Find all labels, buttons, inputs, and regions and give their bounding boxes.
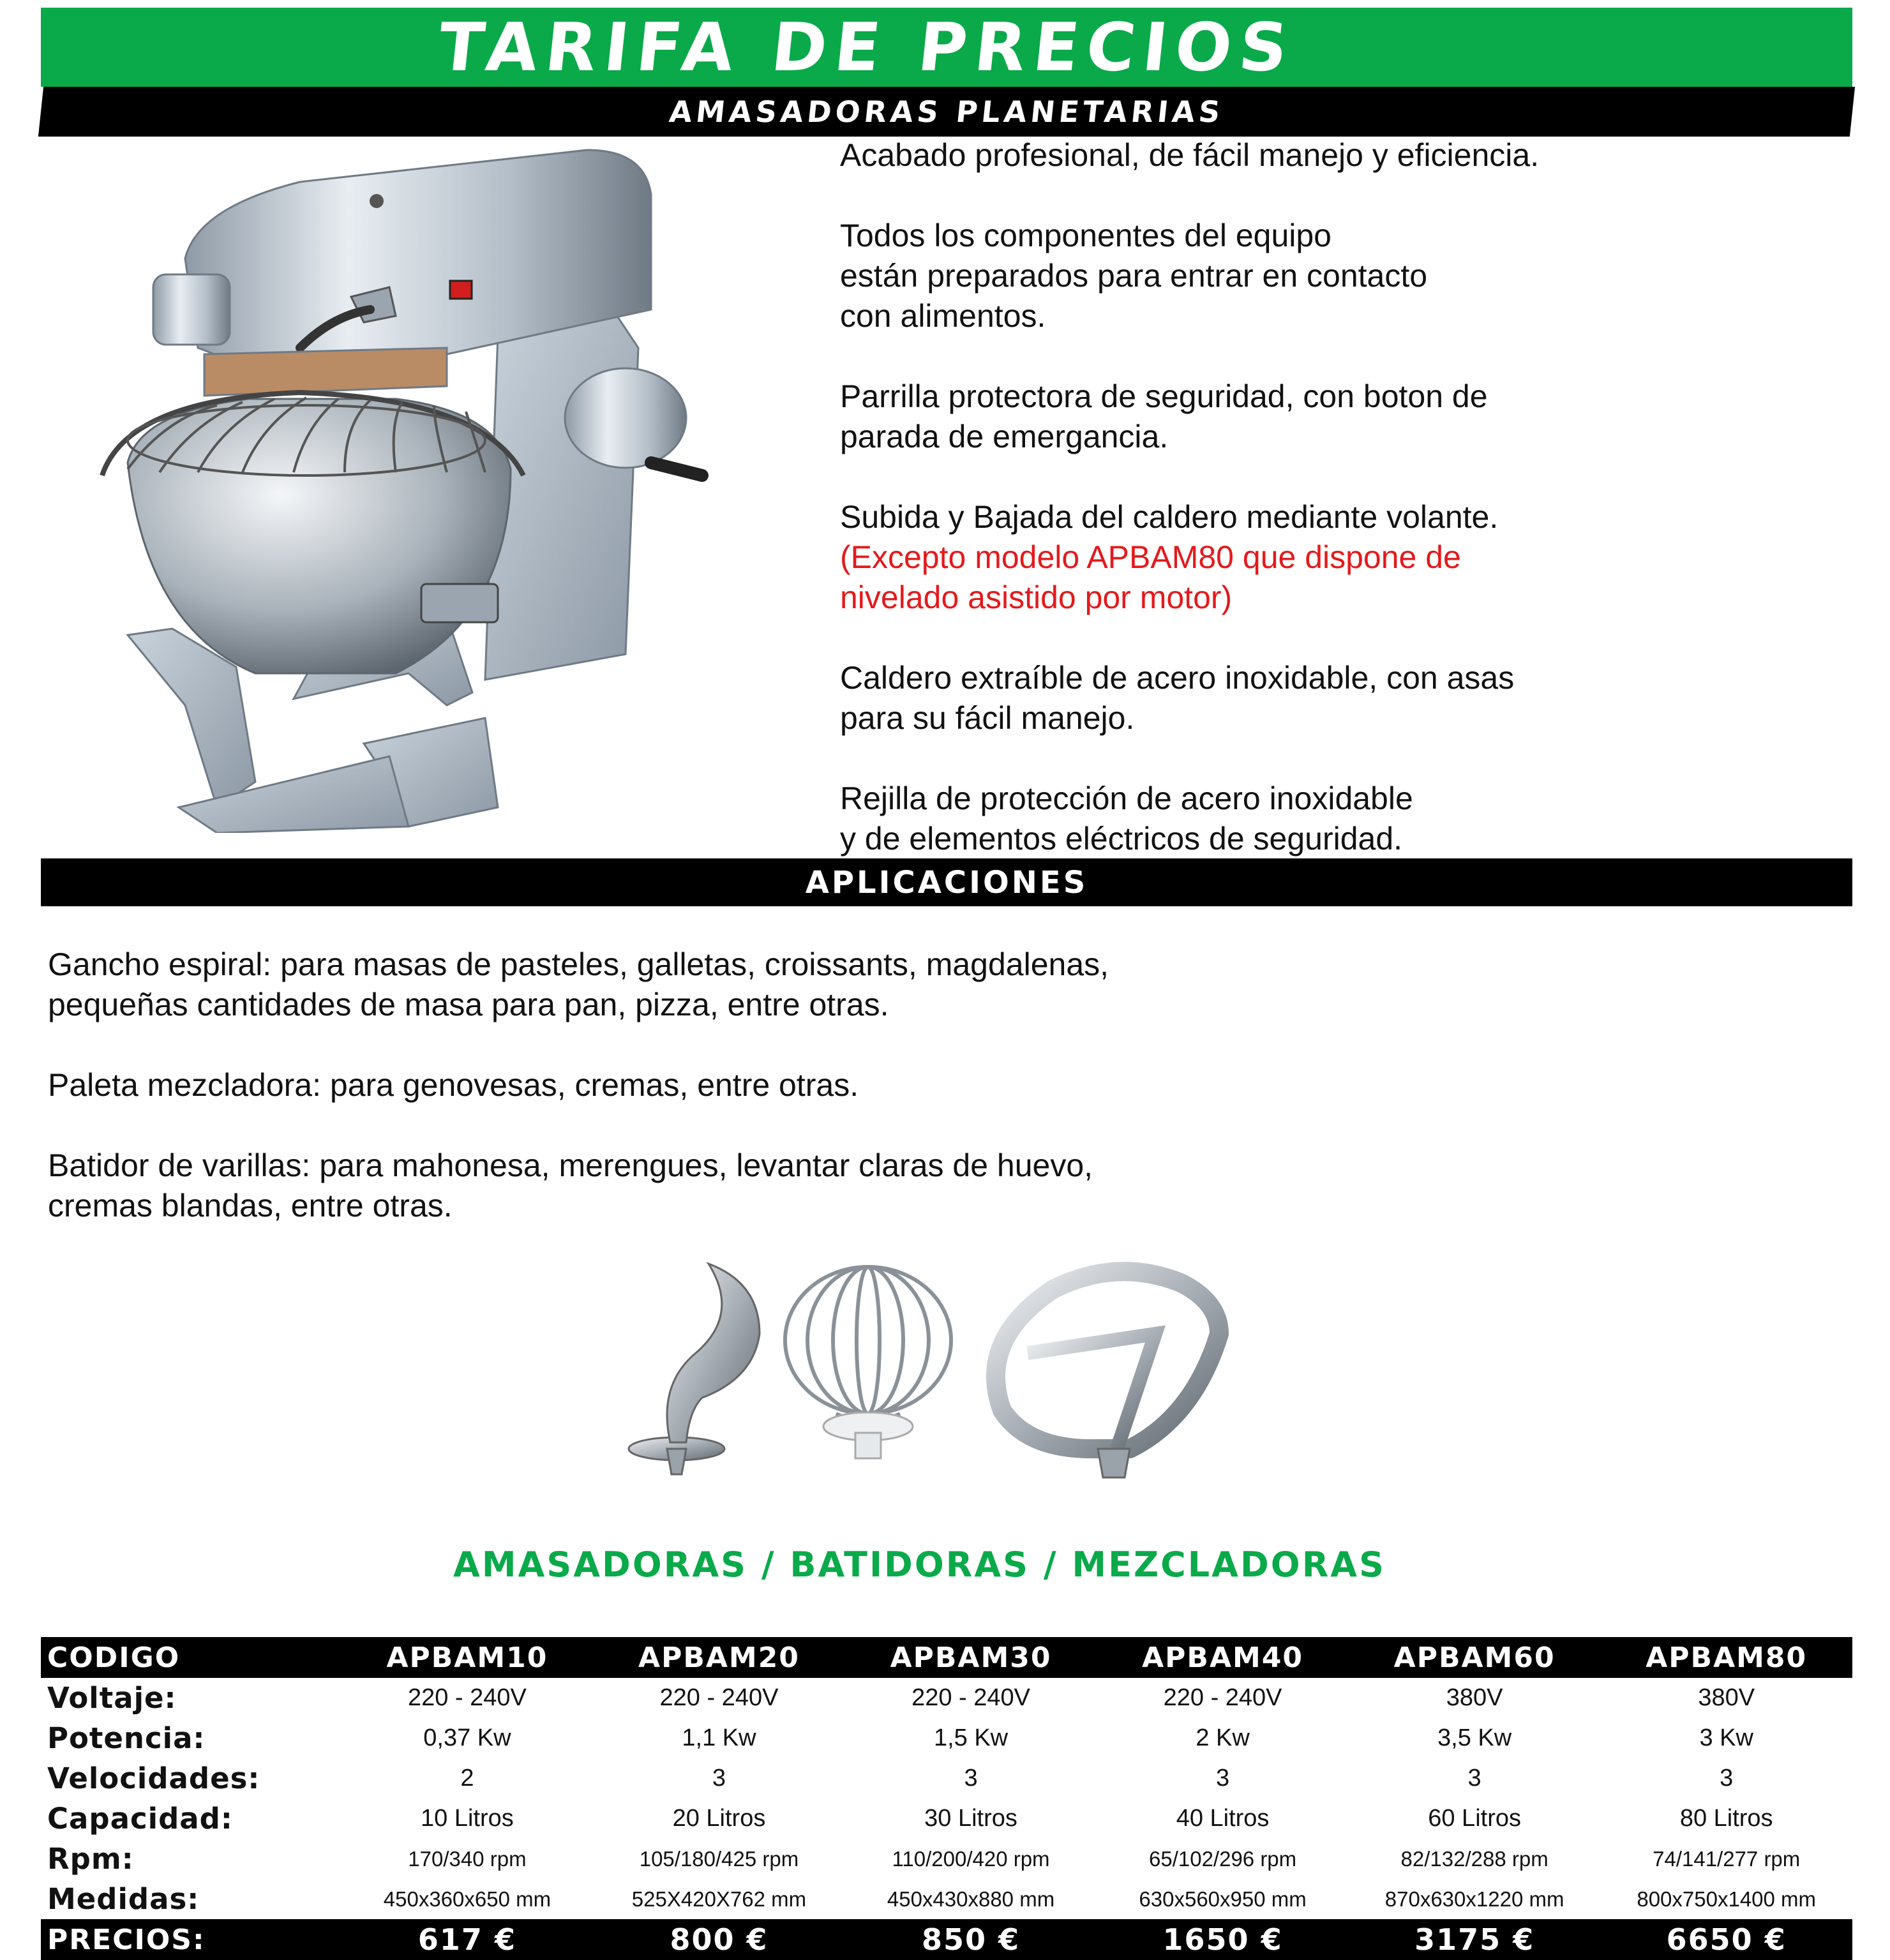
feature-text: Subida y Bajada del caldero mediante volante.	[840, 499, 1499, 535]
table-cell: 65/102/296 rpm	[1148, 1846, 1297, 1871]
table-header-row	[41, 1637, 1852, 1678]
table-cell: 1,1 Kw	[682, 1724, 756, 1751]
wire-whisk-icon	[785, 1267, 951, 1422]
feature-item: Acabado profesional, de fácil manejo y eficiencia.	[840, 137, 1540, 173]
price-cell: 6650 €	[1666, 1922, 1787, 1957]
table-cell: 2	[460, 1765, 474, 1792]
table-cell: 220 - 240V	[1163, 1684, 1282, 1711]
price-cell: 3175 €	[1414, 1922, 1535, 1957]
price-cell: 800 €	[670, 1922, 769, 1957]
table-cell: 870x630x1220 mm	[1384, 1887, 1564, 1911]
section-header-applications: APLICACIONES	[41, 858, 1852, 906]
table-cell: 3	[1720, 1765, 1734, 1792]
spiral-hook-icon	[629, 1264, 760, 1474]
model-code: APBAM30	[890, 1641, 1052, 1674]
feature-note-red: (Excepto modelo APBAM80 que dispone de nivelado asistido por motor)	[840, 539, 1461, 615]
model-code: APBAM40	[1142, 1641, 1304, 1674]
table-cell: 380V	[1698, 1684, 1755, 1711]
planetary-mixer-image	[89, 144, 734, 833]
table-row	[41, 1758, 1852, 1799]
model-code: APBAM60	[1393, 1641, 1556, 1674]
table-cell: 105/180/425 rpm	[639, 1846, 799, 1871]
table-cell: 450x430x880 mm	[887, 1887, 1055, 1911]
table-cell: 40 Litros	[1176, 1805, 1270, 1832]
table-row	[41, 1678, 1852, 1718]
feature-item: Rejilla de protección de acero inoxidable y de elementos eléctricos de seguridad.	[840, 781, 1413, 857]
table-cell: 10 Litros	[421, 1805, 514, 1832]
table-cell: 110/200/420 rpm	[892, 1846, 1050, 1871]
feature-item-with-note	[840, 497, 1849, 618]
model-code: APBAM80	[1646, 1641, 1808, 1674]
application-item: Batidor de varillas: para mahonesa, merengues, levantar claras de huevo, cremas blandas, entre otras.	[48, 1148, 1093, 1223]
table-cell: 220 - 240V	[911, 1684, 1030, 1711]
table-cell: 1,5 Kw	[933, 1724, 1009, 1751]
table-cell: 20 Litros	[672, 1805, 766, 1832]
mixer-attachments-image	[606, 1257, 1283, 1500]
page-title: TARIFA DE PRECIOS	[434, 8, 1300, 86]
table-row	[41, 1839, 1852, 1879]
table-cell: 800x750x1400 mm	[1637, 1887, 1817, 1911]
table-cell: 3 Kw	[1699, 1724, 1753, 1751]
table-cell: 380V	[1446, 1684, 1503, 1711]
feature-list	[840, 135, 1849, 859]
table-row	[41, 1799, 1852, 1839]
flat-beater-icon	[996, 1271, 1219, 1477]
application-item: Paleta mezcladora: para genovesas, cremas, entre otras.	[48, 1067, 859, 1103]
row-label: Rpm:	[47, 1842, 134, 1876]
price-row	[41, 1919, 1852, 1960]
price-label: PRECIOS:	[47, 1923, 206, 1956]
table-row	[41, 1718, 1852, 1758]
price-cell: 1650 €	[1162, 1922, 1283, 1957]
row-label: Potencia:	[47, 1721, 206, 1755]
price-table	[41, 1637, 1852, 1960]
table-cell: 220 - 240V	[659, 1684, 779, 1711]
table-cell: 74/141/277 rpm	[1653, 1846, 1801, 1871]
title-banner	[41, 8, 1852, 87]
table-cell: 525X420X762 mm	[631, 1887, 807, 1911]
table-cell: 3	[712, 1765, 726, 1792]
table-cell: 82/132/288 rpm	[1400, 1846, 1549, 1871]
applications-list	[48, 945, 1580, 1266]
table-cell: 450x360x650 mm	[383, 1887, 551, 1911]
code-label: CODIGO	[47, 1641, 181, 1674]
table-cell: 2 Kw	[1196, 1724, 1250, 1751]
table-cell: 0,37 Kw	[423, 1724, 511, 1751]
table-cell: 170/340 rpm	[408, 1846, 527, 1871]
table-cell: 3	[1216, 1765, 1230, 1792]
table-cell: 220 - 240V	[407, 1684, 527, 1711]
row-label: Velocidades:	[47, 1762, 260, 1795]
model-code: APBAM10	[386, 1641, 548, 1674]
price-cell: 617 €	[417, 1922, 516, 1957]
model-code: APBAM20	[638, 1641, 800, 1674]
feature-item: Todos los componentes del equipo están preparados para entrar en contacto con alimentos.	[840, 218, 1428, 334]
table-cell: 3	[964, 1765, 978, 1792]
row-label: Voltaje:	[47, 1681, 177, 1715]
table-cell: 3	[1467, 1765, 1481, 1792]
table-cell: 30 Litros	[924, 1805, 1017, 1832]
feature-item: Caldero extraíble de acero inoxidable, con asas para su fácil manejo.	[840, 660, 1515, 736]
table-cell: 60 Litros	[1428, 1805, 1521, 1832]
feature-item: Parrilla protectora de seguridad, con boton de parada de emergancia.	[840, 378, 1488, 454]
table-cell: 80 Litros	[1679, 1805, 1773, 1832]
table-cell: 630x560x950 mm	[1139, 1887, 1307, 1911]
products-title: AMASADORAS / BATIDORAS / MEZCLADORAS	[453, 1545, 1386, 1585]
row-label: Medidas:	[47, 1882, 200, 1916]
application-item: Gancho espiral: para masas de pasteles, galletas, croissants, magdalenas, pequeñas cantidades de masa para pan, pizza, entre otras.	[48, 946, 1109, 1022]
table-cell: 3,5 Kw	[1437, 1724, 1512, 1751]
section-header-planetary-mixers: AMASADORAS PLANETARIAS	[38, 87, 1855, 137]
row-label: Capacidad:	[47, 1802, 233, 1836]
price-cell: 850 €	[922, 1922, 1021, 1957]
table-row	[41, 1879, 1852, 1919]
